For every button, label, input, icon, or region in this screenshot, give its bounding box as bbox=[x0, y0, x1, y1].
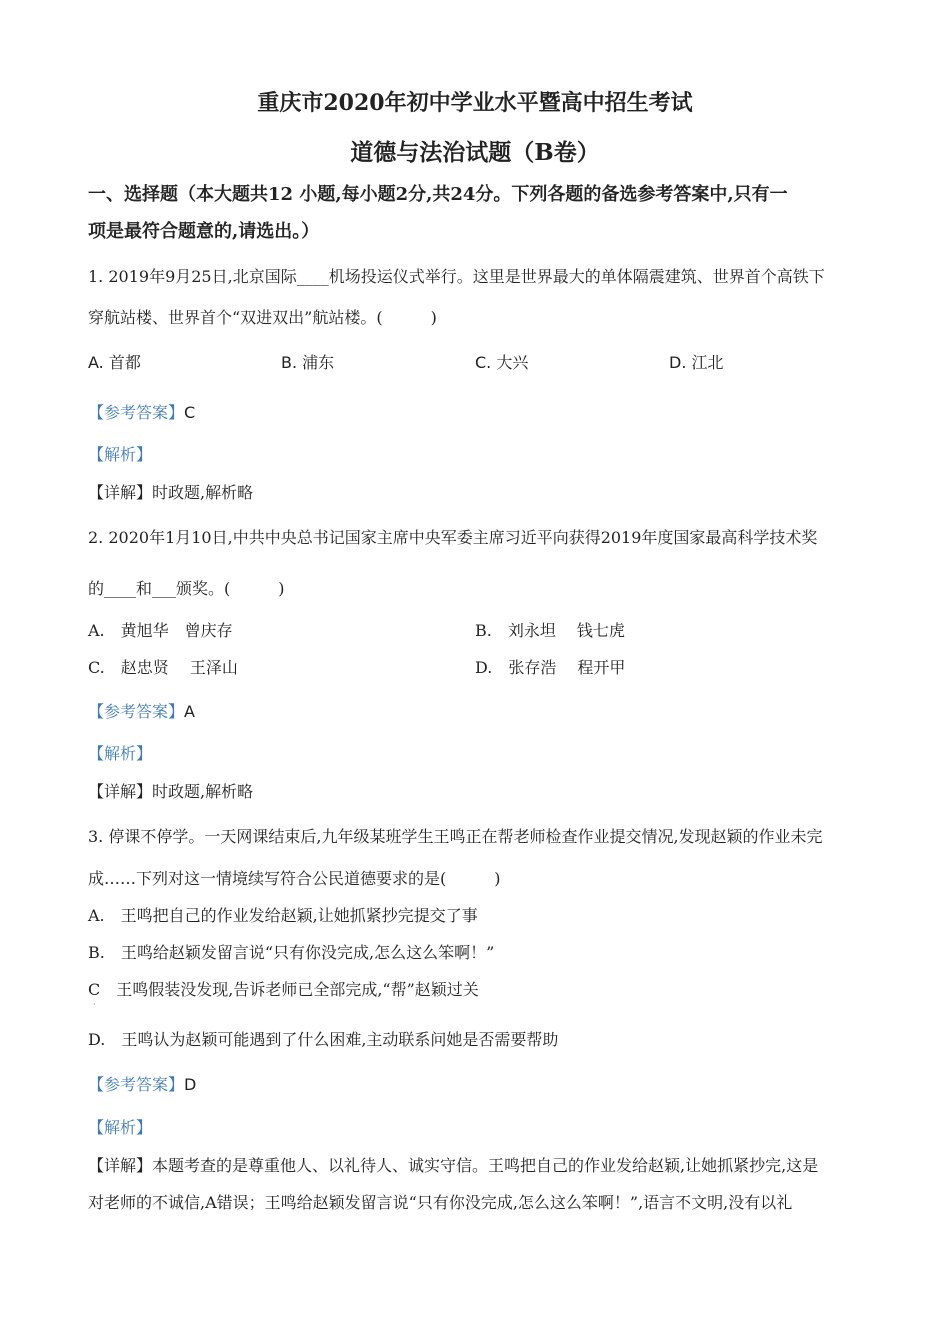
section-heading-line1: 一、选择题（本大题共12 小题,每小题2分,共24分。下列各题的备选参考答案中,只有一 bbox=[88, 184, 788, 205]
detail-tag: 【详解】 bbox=[88, 483, 153, 502]
question-2-option-a: A. 黄旭华 曾庆存 bbox=[88, 621, 233, 640]
question-3-line2: 成……下列对这一情境续写符合公民道德要求的是( ) bbox=[88, 869, 501, 888]
answer-letter: C bbox=[184, 403, 196, 422]
answer-letter: D bbox=[184, 1075, 197, 1094]
question-1-option-c: C. 大兴 bbox=[475, 353, 529, 372]
question-3-option-a: A. 王鸣把自己的作业发给赵颖,让她抓紧抄完提交了事 bbox=[88, 906, 478, 925]
answer-tag: 【参考答案】 bbox=[88, 403, 185, 422]
detail-text: 时政题,解析略 bbox=[152, 483, 254, 502]
question-1-option-b: B. 浦东 bbox=[281, 353, 335, 372]
question-2-detail bbox=[88, 779, 253, 802]
question-3-analysis-tag: 【解析】 bbox=[88, 1118, 153, 1137]
answer-tag: 【参考答案】 bbox=[88, 702, 185, 721]
question-3-option-d: D. 王鸣认为赵颖可能遇到了什么困难,主动联系问她是否需要帮助 bbox=[88, 1030, 559, 1049]
exam-title: 重庆市2020年初中学业水平暨高中招生考试 bbox=[257, 90, 693, 116]
question-3-detail-line1 bbox=[88, 1153, 818, 1176]
question-1-answer bbox=[88, 400, 195, 423]
detail-tag: 【详解】 bbox=[88, 782, 153, 801]
question-2-option-d: D. 张存浩 程开甲 bbox=[475, 658, 626, 677]
question-1-detail bbox=[88, 480, 253, 503]
question-2-option-c: C. 赵忠贤 王泽山 bbox=[88, 658, 238, 677]
question-3-line1: 3. 停课不停学。一天网课结束后,九年级某班学生王鸣正在帮老师检查作业提交情况,发现赵颖的作业未完 bbox=[88, 827, 823, 846]
question-2-option-b: B. 刘永坦 钱七虎 bbox=[475, 621, 625, 640]
question-1-line1: 1. 2019年9月25日,北京国际____机场投运仪式举行。这里是世界最大的单体隔震建筑、世界首个高铁下 bbox=[88, 267, 825, 286]
section-heading-line2: 项是最符合题意的,请选出。） bbox=[88, 221, 320, 242]
question-3-option-b: B. 王鸣给赵颖发留言说“只有你没完成,怎么这么笨啊！” bbox=[88, 943, 495, 962]
answer-letter: A bbox=[184, 702, 195, 721]
question-2-answer bbox=[88, 699, 195, 722]
stray-mark: · bbox=[93, 1000, 96, 1009]
detail-text: 本题考查的是尊重他人、以礼待人、诚实守信。王鸣把自己的作业发给赵颖,让她抓紧抄完,这是 bbox=[152, 1156, 819, 1175]
detail-tag: 【详解】 bbox=[88, 1156, 153, 1175]
question-2-line2: 的____和___颁奖。( ) bbox=[88, 579, 285, 598]
question-2-analysis-tag: 【解析】 bbox=[88, 744, 153, 763]
exam-subtitle: 道德与法治试题（B卷） bbox=[350, 139, 600, 166]
question-3-option-c: C 王鸣假装没发现,告诉老师已全部完成,“帮”赵颖过关 bbox=[88, 980, 479, 999]
question-1-option-a: A. 首都 bbox=[88, 353, 141, 372]
detail-text: 时政题,解析略 bbox=[152, 782, 254, 801]
question-1-line2: 穿航站楼、世界首个“双进双出”航站楼。( ) bbox=[88, 308, 437, 327]
question-1-analysis-tag: 【解析】 bbox=[88, 445, 153, 464]
question-3-answer bbox=[88, 1072, 196, 1095]
answer-tag: 【参考答案】 bbox=[88, 1075, 185, 1094]
question-1-option-d: D. 江北 bbox=[669, 353, 724, 372]
question-3-detail-line2: 对老师的不诚信,A错误；王鸣给赵颖发留言说“只有你没完成,怎么这么笨啊！”,语言不文明,没有以礼 bbox=[88, 1193, 793, 1212]
question-2-line1: 2. 2020年1月10日,中共中央总书记国家主席中央军委主席习近平向获得2019年度国家最高科学技术奖 bbox=[88, 528, 818, 547]
